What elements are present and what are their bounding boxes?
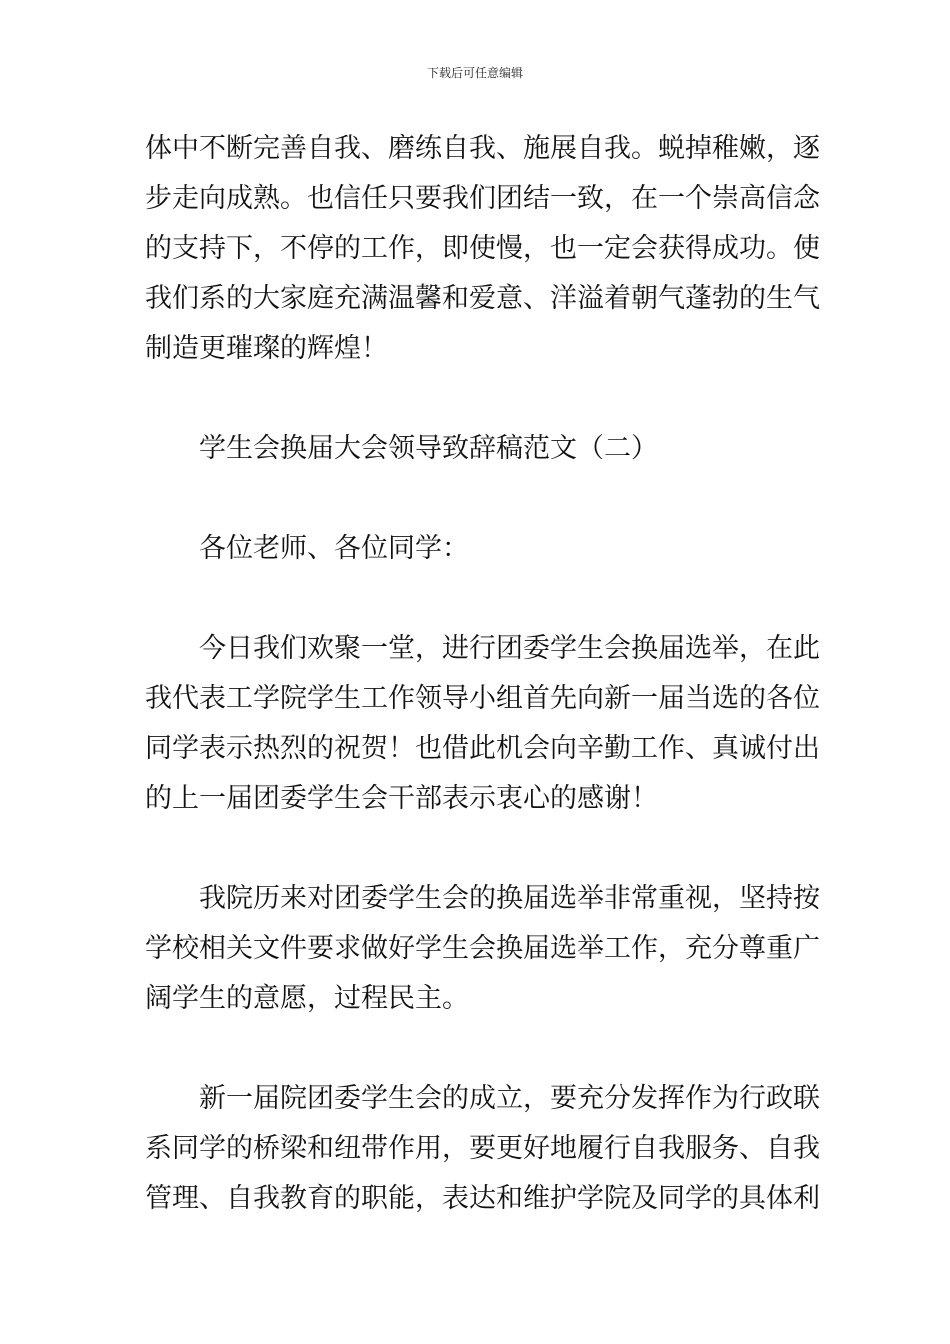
text-line: 阔学生的意愿，过程民主。 [145, 983, 469, 1014]
text-line: 今日我们欢聚一堂，进行团委学生会换届选举，在此 [199, 633, 820, 664]
text-line: 步走向成熟。也信任只要我们团结一致，在一个崇高信念 [145, 183, 820, 214]
text-line: 同学表示热烈的祝贺！也借此机会向辛勤工作、真诚付出 [145, 733, 820, 764]
text-line: 新一届院团委学生会的成立，要充分发挥作为行政联 [199, 1083, 820, 1114]
text-line: 我院历来对团委学生会的换届选举非常重视，坚持按 [199, 883, 820, 914]
text-line: 我代表工学院学生工作领导小组首先向新一届当选的各位 [145, 683, 820, 714]
text-line: 学校相关文件要求做好学生会换届选举工作，充分尊重广 [145, 933, 820, 964]
text-line: 体中不断完善自我、磨练自我、施展自我。蜕掉稚嫩，逐 [145, 133, 820, 164]
paragraph-1 [145, 624, 820, 824]
text-line: 我们系的大家庭充满温馨和爱意、洋溢着朝气蓬勃的生气 [145, 283, 820, 314]
text-line: 的上一届团委学生会干部表示衷心的感谢！ [145, 783, 658, 814]
text-line: 系同学的桥梁和纽带作用，要更好地履行自我服务、自我 [145, 1133, 820, 1164]
paragraph-3 [145, 1074, 820, 1224]
document-body [145, 124, 820, 1224]
page-header: 下载后可任意编辑 [426, 66, 523, 80]
text-line: 管理、自我教育的职能，表达和维护学院及同学的具体利 [145, 1183, 820, 1214]
text-line: 的支持下，不停的工作，即使慢，也一定会获得成功。使 [145, 233, 820, 264]
greeting: 各位老师、各位同学： [199, 533, 469, 564]
text-line: 制造更璀璨的辉煌！ [145, 333, 388, 364]
section-title: 学生会换届大会领导致辞稿范文（二） [199, 433, 658, 464]
paragraph-2 [145, 874, 820, 1024]
paragraph-continuation [145, 124, 820, 374]
